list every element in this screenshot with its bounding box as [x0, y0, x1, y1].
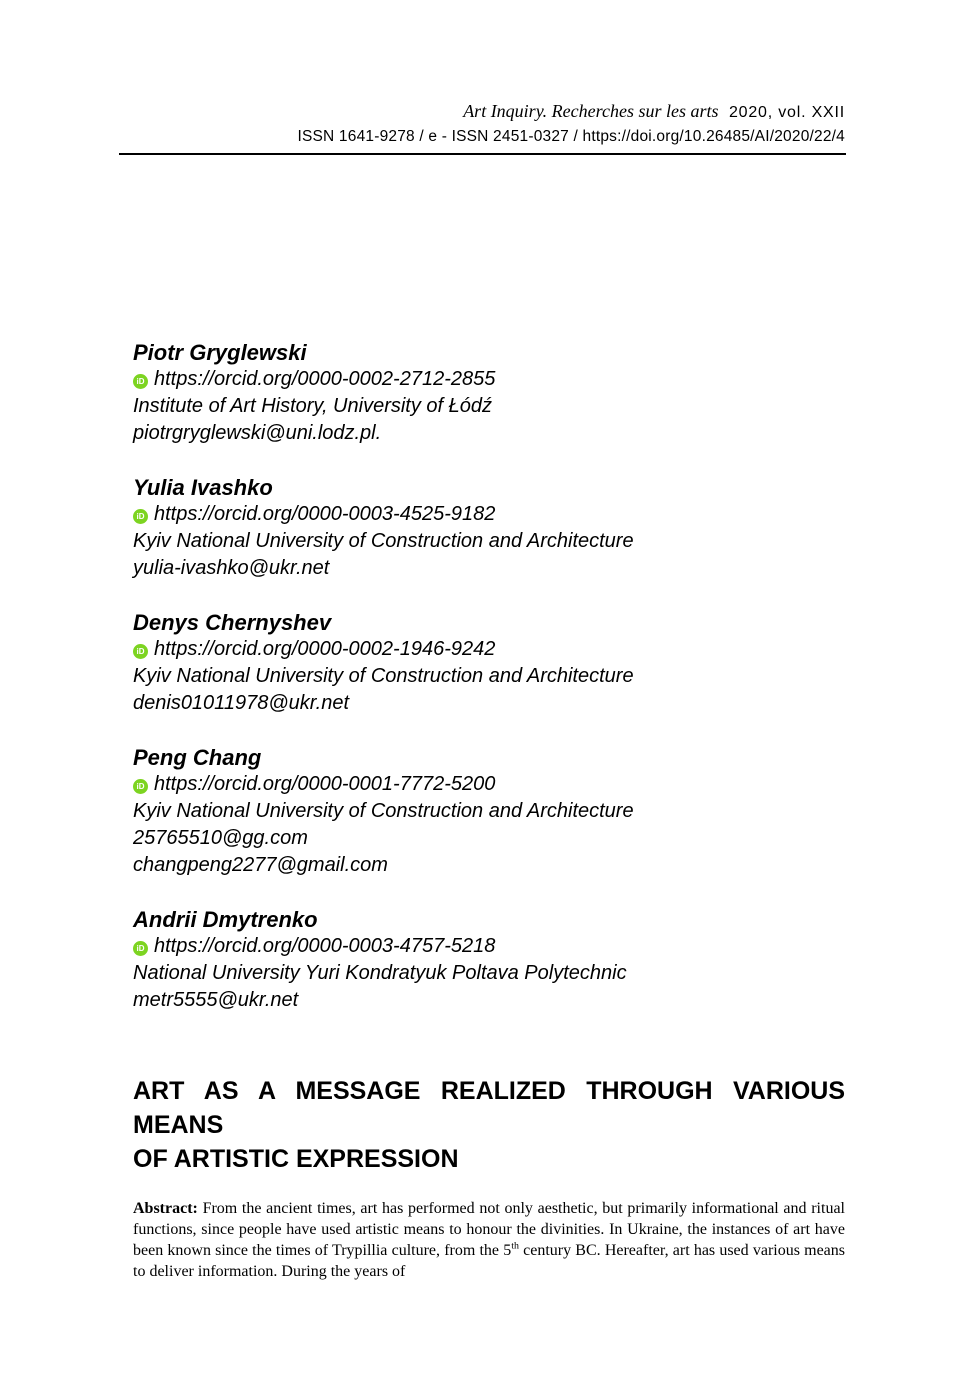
orcid-icon: iD	[133, 779, 148, 794]
page-header	[133, 0, 845, 155]
orcid-line	[133, 636, 845, 663]
article-title-line2: OF ARTISTIC EXPRESSION	[133, 1145, 459, 1173]
article-title	[133, 1074, 845, 1176]
abstract-paragraph	[133, 1198, 845, 1282]
orcid-line	[133, 933, 845, 960]
author-affiliation: Kyiv National University of Construction and Architecture	[133, 530, 634, 552]
author-affiliation: Kyiv National University of Construction and Architecture	[133, 800, 634, 822]
author-block	[133, 609, 845, 717]
author-email: denis01011978@ukr.net	[133, 692, 350, 714]
author-name: Denys Chernyshev	[133, 610, 332, 635]
journal-issue: 2020, vol. XXII	[728, 104, 845, 121]
author-block	[133, 474, 845, 582]
orcid-link[interactable]: https://orcid.org/0000-0003-4525-9182	[154, 503, 496, 525]
issn-doi-line: ISSN 1641-9278 / e - ISSN 2451-0327 / https://doi.org/10.26485/AI/2020/22/4	[297, 128, 845, 145]
author-name: Andrii Dmytrenko	[133, 907, 318, 932]
author-affiliation: National University Yuri Kondratyuk Poltava Polytechnic	[133, 962, 627, 984]
header-rule	[119, 153, 846, 155]
author-affiliation: Institute of Art History, University of Łódź	[133, 395, 493, 417]
orcid-line	[133, 771, 845, 798]
author-name: Peng Chang	[133, 745, 262, 770]
abstract-text: From the ancient times, art has performed not only aesthetic, but primarily informational and ritual functions, since people have used artistic means to honour the divinities. In Ukraine, the instances of art have been known since the times of Trypillia culture, from the 5	[133, 1200, 845, 1259]
abstract-label: Abstract:	[133, 1200, 198, 1217]
author-block	[133, 744, 845, 879]
abstract-text-continued: century BC. Hereafter, art has used various means to deliver information. During the years of	[133, 1242, 846, 1280]
author-block	[133, 906, 845, 1014]
abstract-superscript: th	[511, 1240, 519, 1252]
author-affiliation: Kyiv National University of Construction and Architecture	[133, 665, 634, 687]
orcid-line	[133, 501, 845, 528]
author-email: 25765510@gg.com	[133, 827, 308, 849]
orcid-icon: iD	[133, 374, 148, 389]
orcid-link[interactable]: https://orcid.org/0000-0002-2712-2855	[154, 368, 496, 390]
orcid-link[interactable]: https://orcid.org/0000-0003-4757-5218	[154, 935, 496, 957]
author-email: metr5555@ukr.net	[133, 989, 299, 1011]
author-name: Yulia Ivashko	[133, 475, 273, 500]
author-name: Piotr Gryglewski	[133, 340, 307, 365]
orcid-icon: iD	[133, 509, 148, 524]
author-email: yulia-ivashko@ukr.net	[133, 557, 330, 579]
journal-name: Art Inquiry. Recherches sur les arts	[463, 101, 719, 121]
orcid-link[interactable]: https://orcid.org/0000-0001-7772-5200	[154, 773, 496, 795]
orcid-link[interactable]: https://orcid.org/0000-0002-1946-9242	[154, 638, 496, 660]
article-title-line1: ART AS A MESSAGE REALIZED THROUGH VARIOUS MEANS	[133, 1077, 845, 1139]
orcid-icon: iD	[133, 644, 148, 659]
author-block	[133, 339, 845, 447]
orcid-icon: iD	[133, 941, 148, 956]
authors-section	[133, 339, 845, 1014]
author-email: piotrgryglewski@uni.lodz.pl.	[133, 422, 382, 444]
journal-line	[133, 0, 845, 122]
orcid-line	[133, 366, 845, 393]
author-email-secondary: changpeng2277@gmail.com	[133, 854, 388, 876]
